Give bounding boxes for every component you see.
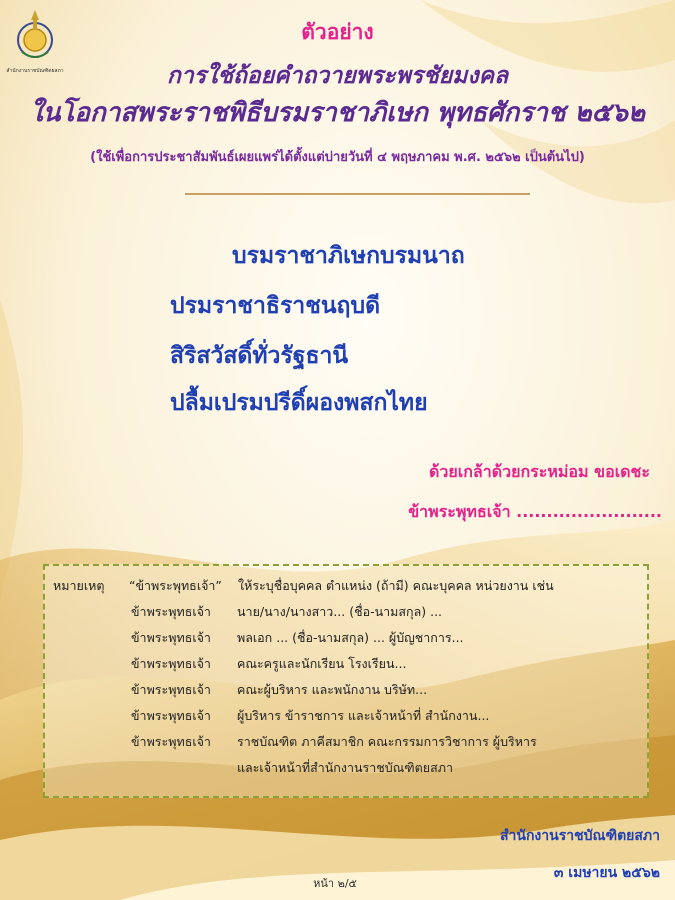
closing-salutation: ด้วยเกล้าด้วยกระหม่อม ขอเดชะ (429, 462, 650, 481)
page-number: หน้า ๒/๕ (313, 877, 357, 890)
verse-line: ปรมราชาธิราชนฤบดี (170, 293, 381, 319)
issue-date: ๓ เมษายน ๒๕๖๒ (553, 865, 660, 881)
issuing-organization: สำนักงานราชบัณฑิตยสภา (499, 828, 660, 844)
example-term: ข้าพระพุทธเจ้า (131, 656, 211, 671)
usage-note: (ใช้เพื่อการประชาสัมพันธ์เผยแพร่ได้ตั้งแต่บ่ายวันที่ ๔ พฤษภาคม พ.ศ. ๒๕๖๒ เป็นต้นไป) (90, 150, 585, 165)
title-line-2: ในโอกาสพระราชพิธีบรมราชาภิเษก พุทธศักราช ๒๕๖๒ (29, 98, 646, 128)
verse-line: ปลื้มเปรมปรีดิ์ผองพสกไทย (170, 390, 428, 416)
example-text: นาย/นาง/นางสาว... (ชื่อ-นามสกุล) ... (237, 604, 443, 619)
example-term: ข้าพระพุทธเจ้า (131, 682, 211, 697)
example-text: คณะครูและนักเรียน โรงเรียน... (237, 656, 407, 671)
example-text: ราชบัณฑิต ภาคีสมาชิก คณะกรรมการวิชาการ ผู้บริหาร (237, 734, 537, 749)
example-text: คณะผู้บริหาร และพนักงาน บริษัท... (237, 682, 428, 697)
verse-line: สิริสวัสดิ์ทั่วรัฐธานี (170, 343, 349, 369)
example-text: พลเอก ... (ชื่อ-นามสกุล) ... ผู้บัญชาการ... (237, 630, 464, 645)
title-line-1: การใช้ถ้อยคำถวายพระพรชัยมงคล (166, 63, 509, 89)
remarks-intro: ให้ระบุชื่อบุคคล ตำแหน่ง (ถ้ามี) คณะบุคคล หน่วยงาน เช่น (238, 578, 554, 593)
example-heading: ตัวอย่าง (301, 20, 374, 44)
logo-text: สำนักงานราชบัณฑิตยสภา (6, 68, 64, 74)
remarks-term: “ข้าพระพุทธเจ้า” (129, 578, 222, 593)
remarks-box (43, 564, 649, 798)
remarks-label: หมายเหตุ (53, 578, 105, 593)
verse-line: บรมราชาภิเษกบรมนาถ (232, 243, 465, 269)
example-continuation: และเจ้าหน้าที่สำนักงานราชบัณฑิตยสภา (237, 760, 453, 775)
example-term: ข้าพระพุทธเจ้า (131, 630, 211, 645)
signature-line: ข้าพระพุทธเจ้า ........................ (408, 502, 662, 521)
example-term: ข้าพระพุทธเจ้า (131, 604, 211, 619)
example-term: ข้าพระพุทธเจ้า (131, 734, 211, 749)
example-text: ผู้บริหาร ข้าราชการ และเจ้าหน้าที่ สำนักงาน... (237, 708, 490, 723)
divider-line (185, 193, 530, 195)
example-term: ข้าพระพุทธเจ้า (131, 708, 211, 723)
